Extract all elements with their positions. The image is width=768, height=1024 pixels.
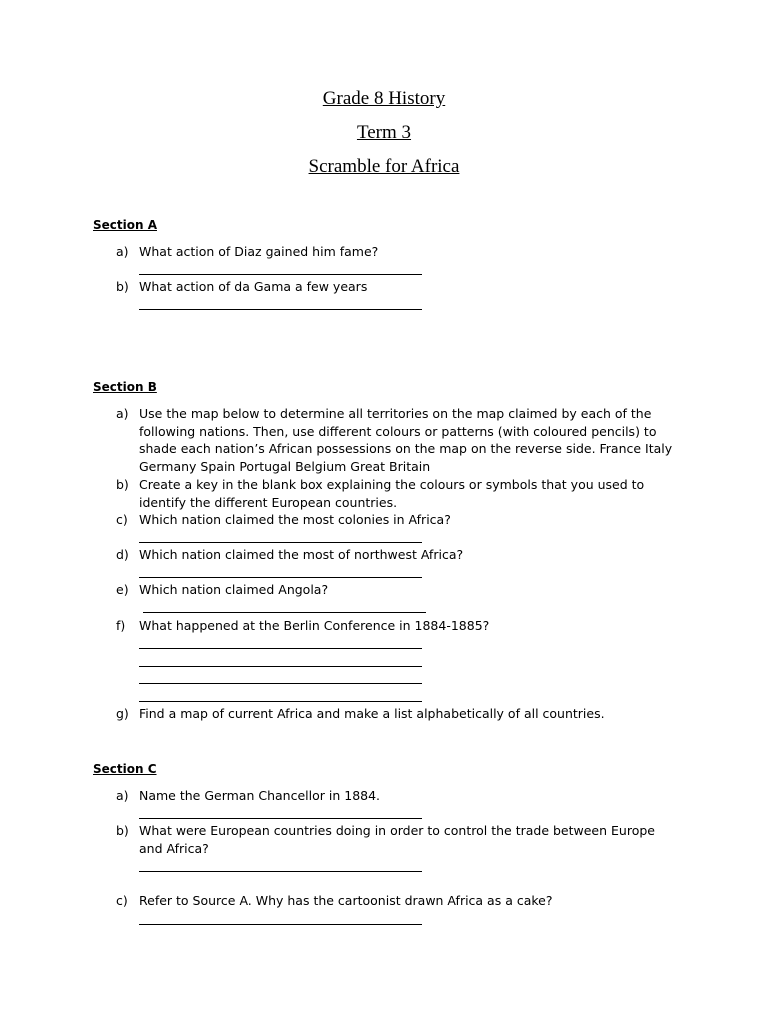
question-text: Find a map of current Africa and make a list alphabetically of all countries. xyxy=(139,706,605,721)
question-text: Which nation claimed the most colonies in Africa? xyxy=(139,512,451,527)
question-text: Name the German Chancellor in 1884. xyxy=(139,788,381,803)
answer-line[interactable] xyxy=(139,309,422,310)
document-title: Grade 8 History xyxy=(322,88,446,109)
question-text: Create a key in the blank box explaining the colours or symbols that you used to identify the different European countries. xyxy=(139,477,645,510)
question-b-b xyxy=(116,476,676,511)
question-c-a xyxy=(116,787,676,805)
question-c-c xyxy=(116,892,676,910)
question-marker: a) xyxy=(116,244,129,259)
answer-line[interactable] xyxy=(139,701,422,702)
question-b-g xyxy=(116,705,676,723)
answer-line[interactable] xyxy=(139,924,422,925)
question-text: What action of da Gama a few years xyxy=(139,279,368,294)
answer-line[interactable] xyxy=(139,542,422,543)
question-marker: f) xyxy=(116,618,126,633)
question-marker: a) xyxy=(116,406,129,421)
question-marker: c) xyxy=(116,893,128,908)
question-text: Which nation claimed the most of northwest Africa? xyxy=(139,547,464,562)
answer-line[interactable] xyxy=(143,612,426,613)
section-a-heading: Section A xyxy=(93,218,157,232)
question-a-a xyxy=(116,243,676,261)
question-text: Use the map below to determine all territories on the map claimed by each of the following nations. Then, use different colours or patterns (with coloured pencils) to shade each nation’s African possessions on the map on the reverse side. France Italy Germany Spain Portugal Belgium Great Britain xyxy=(139,406,673,474)
question-a-b xyxy=(116,278,676,296)
question-marker: d) xyxy=(116,547,129,562)
question-text: Which nation claimed Angola? xyxy=(139,582,329,597)
topic-title: Scramble for Africa xyxy=(308,156,460,177)
answer-line[interactable] xyxy=(139,274,422,275)
question-b-a xyxy=(116,405,676,475)
term-title: Term 3 xyxy=(356,122,412,143)
question-marker: g) xyxy=(116,706,129,721)
question-b-c xyxy=(116,511,676,529)
question-c-b xyxy=(116,822,676,857)
section-b-heading: Section B xyxy=(93,380,157,394)
section-c-heading: Section C xyxy=(93,762,157,776)
question-marker: c) xyxy=(116,512,128,527)
question-text: What were European countries doing in order to control the trade between Europe and Africa? xyxy=(139,823,655,856)
answer-line[interactable] xyxy=(139,683,422,684)
answer-line[interactable] xyxy=(139,648,422,649)
question-marker: e) xyxy=(116,582,129,597)
question-text: What happened at the Berlin Conference in 1884-1885? xyxy=(139,618,490,633)
answer-line[interactable] xyxy=(139,818,422,819)
question-b-d xyxy=(116,546,676,564)
question-text: Refer to Source A. Why has the cartoonist drawn Africa as a cake? xyxy=(139,893,553,908)
question-marker: b) xyxy=(116,279,129,294)
answer-line[interactable] xyxy=(139,577,422,578)
answer-line[interactable] xyxy=(139,666,422,667)
question-b-e xyxy=(116,581,676,599)
question-marker: b) xyxy=(116,477,129,492)
question-text: What action of Diaz gained him fame? xyxy=(139,244,379,259)
question-b-f xyxy=(116,617,676,635)
question-marker: b) xyxy=(116,823,129,838)
answer-line[interactable] xyxy=(139,871,422,872)
question-marker: a) xyxy=(116,788,129,803)
